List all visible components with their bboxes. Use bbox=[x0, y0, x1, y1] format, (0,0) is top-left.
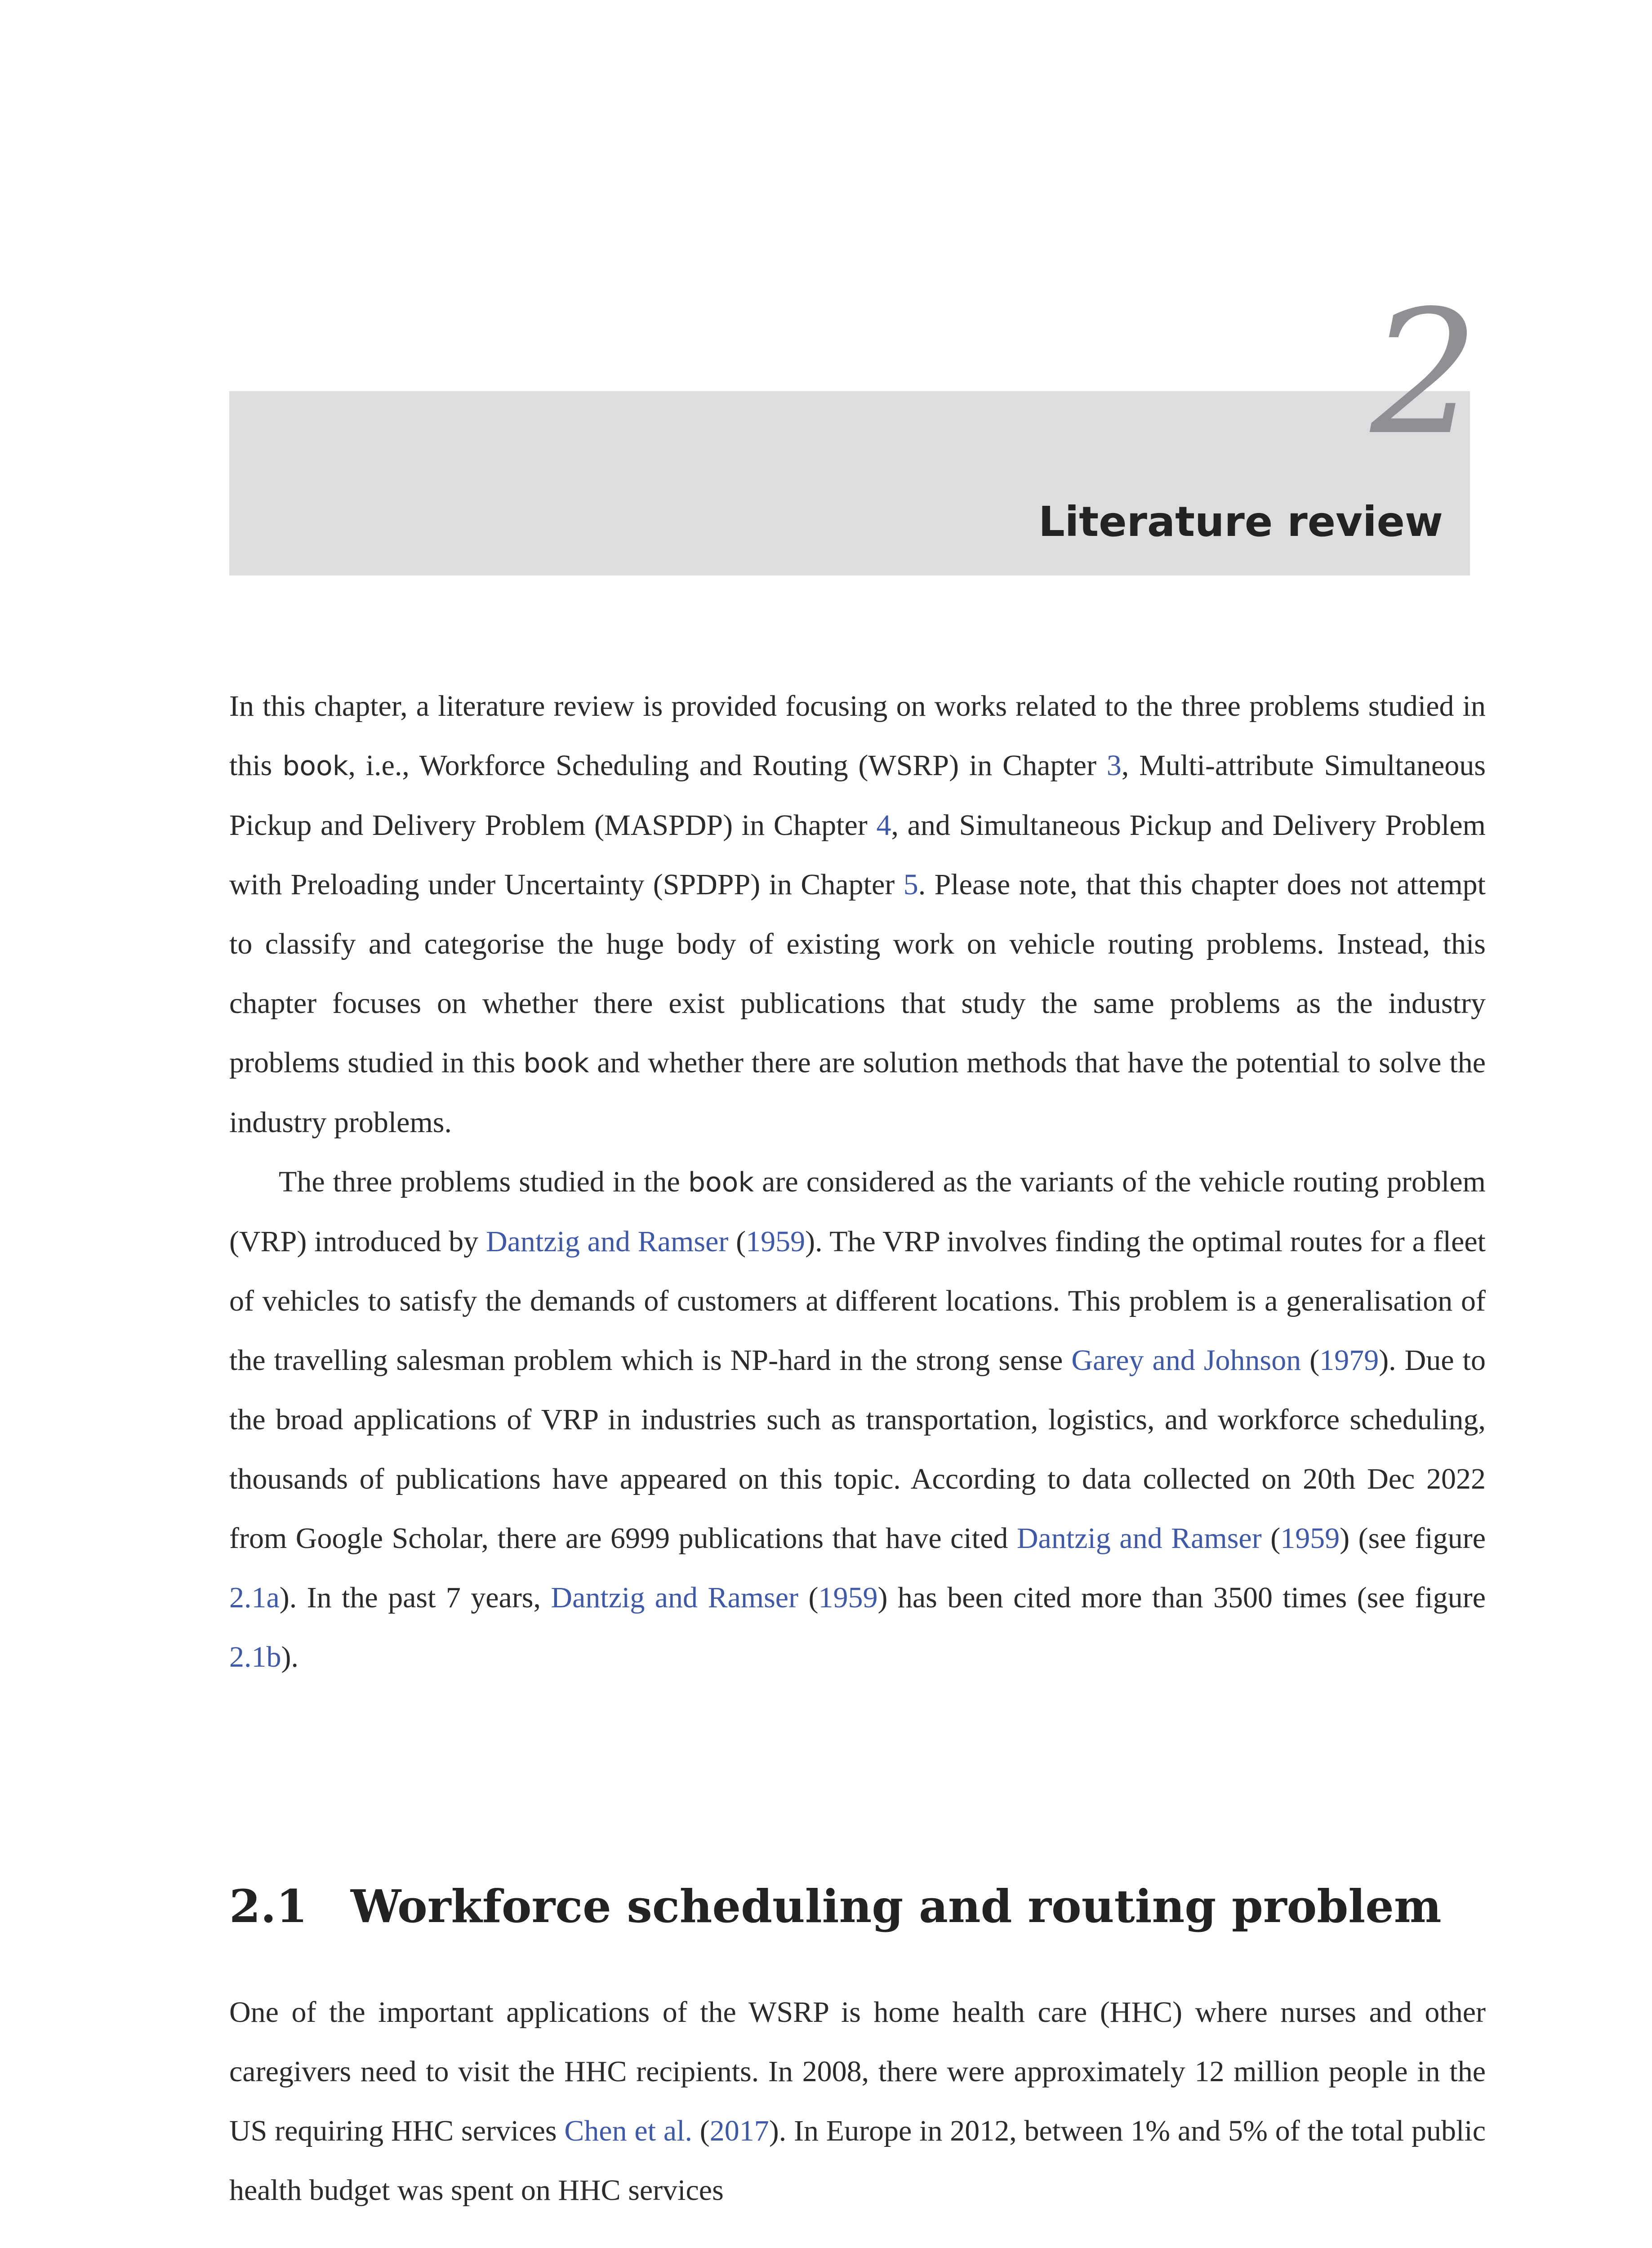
text-run: ) (see figure bbox=[1340, 1522, 1486, 1555]
text-run: ). In the past 7 years, bbox=[279, 1581, 551, 1614]
text-run: One of the important applications of the WSRP is home health care (HHC) where nurses and other caregivers need to visit the HHC recipients. In 2008, there were approximately 12 million people in the US requiring HHC services bbox=[229, 1996, 1486, 2147]
book-term: book bbox=[523, 1048, 589, 1079]
intro-text bbox=[229, 677, 1486, 1687]
chapter-3-link[interactable]: 3 bbox=[1106, 749, 1122, 782]
section-number: 2.1 bbox=[229, 1880, 307, 1933]
citation-year-link[interactable]: 1959 bbox=[1280, 1522, 1340, 1555]
book-term: book bbox=[282, 750, 348, 782]
text-run: ( bbox=[728, 1225, 746, 1258]
text-run: ). In Europe in 2012, between 1% and 5% of the total public health budget was spent on HHC services bbox=[229, 2114, 1486, 2207]
citation-author-link[interactable]: Dantzig and Ramser bbox=[1016, 1522, 1262, 1555]
citation-year-link[interactable]: 1959 bbox=[818, 1581, 878, 1614]
text-run: ). Due to the broad applications of VRP in industries such as transportation, logistics, and workforce scheduling, thousands of publications have appeared on this topic. According to data collected on 20th Dec 2022 from Google Scholar, there are 6999 publications that have cited bbox=[229, 1344, 1486, 1555]
text-run: , i.e., Workforce Scheduling and Routing (WSRP) in Chapter bbox=[348, 749, 1107, 782]
text-run: , and Simultaneous Pickup and Delivery Problem with Preloading under Uncertainty (SPDPP) in Chapter bbox=[229, 809, 1486, 901]
text-run: and whether there are solution methods that have the potential to solve the industry problems. bbox=[229, 1046, 1486, 1139]
text-run: ( bbox=[1261, 1522, 1281, 1555]
text-run: ) has been cited more than 3500 times (see figure bbox=[877, 1581, 1486, 1614]
text-run: ( bbox=[798, 1581, 819, 1614]
section-title: Workforce scheduling and routing problem bbox=[351, 1880, 1442, 1933]
figure-2-1a-link[interactable]: 2.1a bbox=[229, 1581, 280, 1614]
text-run: ( bbox=[692, 2114, 710, 2147]
citation-author-link[interactable]: Dantzig and Ramser bbox=[485, 1225, 729, 1258]
intro-paragraph-1 bbox=[229, 677, 1486, 1152]
citation-author-link[interactable]: Garey and Johnson bbox=[1071, 1344, 1301, 1377]
section-heading bbox=[229, 1880, 1442, 1933]
text-run: In this chapter, a literature review is provided focusing on works related to the three problems studied in this bbox=[229, 690, 1486, 782]
citation-year-link[interactable]: 1979 bbox=[1319, 1344, 1379, 1377]
text-run: ( bbox=[1301, 1344, 1320, 1377]
citation-year-link[interactable]: 1959 bbox=[746, 1225, 806, 1258]
text-run: . Please note, that this chapter does not attempt to classify and categorise the huge body of existing work on vehicle routing problems. Instead, this chapter focuses on whether there exist publications that study the same problems as the industry problems studied in this bbox=[229, 868, 1486, 1079]
citation-author-link[interactable]: Dantzig and Ramser bbox=[551, 1581, 799, 1614]
text-run: ). The VRP involves finding the optimal routes for a fleet of vehicles to satisfy the demands of customers at different locations. This problem is a generalisation of the travelling salesman problem which is NP-hard in the strong sense bbox=[229, 1225, 1486, 1377]
book-term: book bbox=[688, 1167, 754, 1198]
figure-2-1b-link[interactable]: 2.1b bbox=[229, 1641, 281, 1673]
section-text bbox=[229, 1983, 1486, 2220]
chapter-5-link[interactable]: 5 bbox=[903, 868, 918, 901]
text-run: , Multi-attribute Simultaneous Pickup and Delivery Problem (MASPDP) in Chapter bbox=[229, 749, 1486, 842]
chapter-header-band bbox=[229, 391, 1470, 575]
section-paragraph-1 bbox=[229, 1983, 1486, 2220]
citation-author-link[interactable]: Chen et al. bbox=[564, 2114, 692, 2147]
chapter-4-link[interactable]: 4 bbox=[876, 809, 891, 842]
chapter-number: 2 bbox=[1370, 273, 1479, 473]
citation-year-link[interactable]: 2017 bbox=[709, 2114, 769, 2147]
text-run: ). bbox=[281, 1641, 298, 1673]
text-run: are considered as the variants of the vehicle routing problem (VRP) introduced by bbox=[229, 1165, 1486, 1258]
intro-paragraph-2 bbox=[229, 1152, 1486, 1687]
text-run: The three problems studied in the bbox=[279, 1165, 688, 1198]
chapter-title: Literature review bbox=[1038, 498, 1443, 546]
